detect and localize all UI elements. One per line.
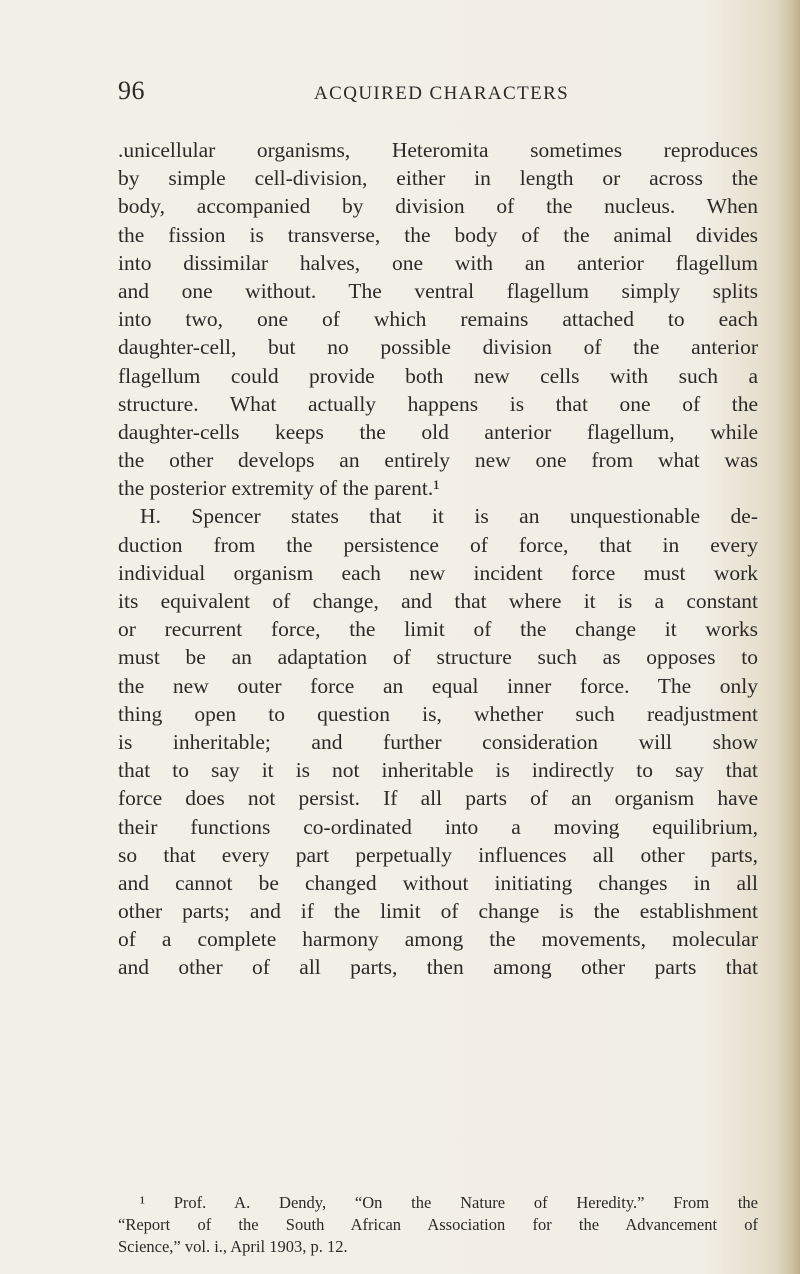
text-line: or recurrent force, the limit of the change it works <box>118 617 758 642</box>
text-line: structure. What actually happens is that one of the <box>118 391 758 416</box>
text-line: the fission is transverse, the body of the animal divides <box>118 222 758 247</box>
footnotes <box>118 1192 758 1258</box>
text-line: duction from the persistence of force, that in every <box>118 532 758 557</box>
text-line: into two, one of which remains attached to each <box>118 307 758 332</box>
text-line: the new outer force an equal inner force. The only <box>118 673 758 698</box>
footnote-line: “Report of the South African Association for the Advancement of <box>118 1215 758 1234</box>
footnote-line: Science,” vol. i., April 1903, p. 12. <box>118 1237 348 1256</box>
text-line: and other of all parts, then among other parts that <box>118 955 758 980</box>
text-line: their functions co-ordinated into a moving equilibrium, <box>118 814 758 839</box>
text-line: force does not persist. If all parts of an organism have <box>118 786 758 811</box>
text-line: body, accompanied by division of the nucleus. When <box>118 194 758 219</box>
text-line: the other develops an entirely new one from what was <box>118 448 758 473</box>
running-title: ACQUIRED CHARACTERS <box>314 83 570 104</box>
text-line: and cannot be changed without initiating changes in all <box>118 870 758 895</box>
body-text <box>118 136 758 982</box>
text-line: of a complete harmony among the movements, molecular <box>118 927 758 952</box>
text-line: daughter-cells keeps the old anterior flagellum, while <box>118 419 758 444</box>
text-line: other parts; and if the limit of change is the establishment <box>118 899 758 924</box>
text-line: into dissimilar halves, one with an anterior flagellum <box>118 250 758 275</box>
text-line: H. Spencer states that it is an unquestionable de- <box>140 504 758 529</box>
text-line: that to say it is not inheritable is indirectly to say that <box>118 758 758 783</box>
page-number: 96 <box>118 76 145 105</box>
running-head <box>118 76 758 116</box>
footnote-line: ¹ Prof. A. Dendy, “On the Nature of Heredity.” From the <box>140 1193 758 1212</box>
text-line: the posterior extremity of the parent.¹ <box>118 476 440 501</box>
text-line: flagellum could provide both new cells with such a <box>118 363 758 388</box>
text-line: individual organism each new incident force must work <box>118 560 758 585</box>
text-line: .unicellular organisms, Heteromita sometimes reproduces <box>118 138 758 162</box>
text-line: its equivalent of change, and that where it is a constant <box>118 589 758 613</box>
text-line: must be an adaptation of structure such as opposes to <box>118 645 758 670</box>
text-line: thing open to question is, whether such readjustment <box>118 701 758 726</box>
text-line: is inheritable; and further consideration will show <box>118 729 758 754</box>
text-line: by simple cell-division, either in length or across the <box>118 166 758 191</box>
text-line: so that every part perpetually influences all other parts, <box>118 842 758 867</box>
text-line: daughter-cell, but no possible division of the anterior <box>118 335 758 360</box>
page-edge-shadow <box>778 0 800 1274</box>
text-line: and one without. The ventral flagellum simply splits <box>118 278 758 303</box>
